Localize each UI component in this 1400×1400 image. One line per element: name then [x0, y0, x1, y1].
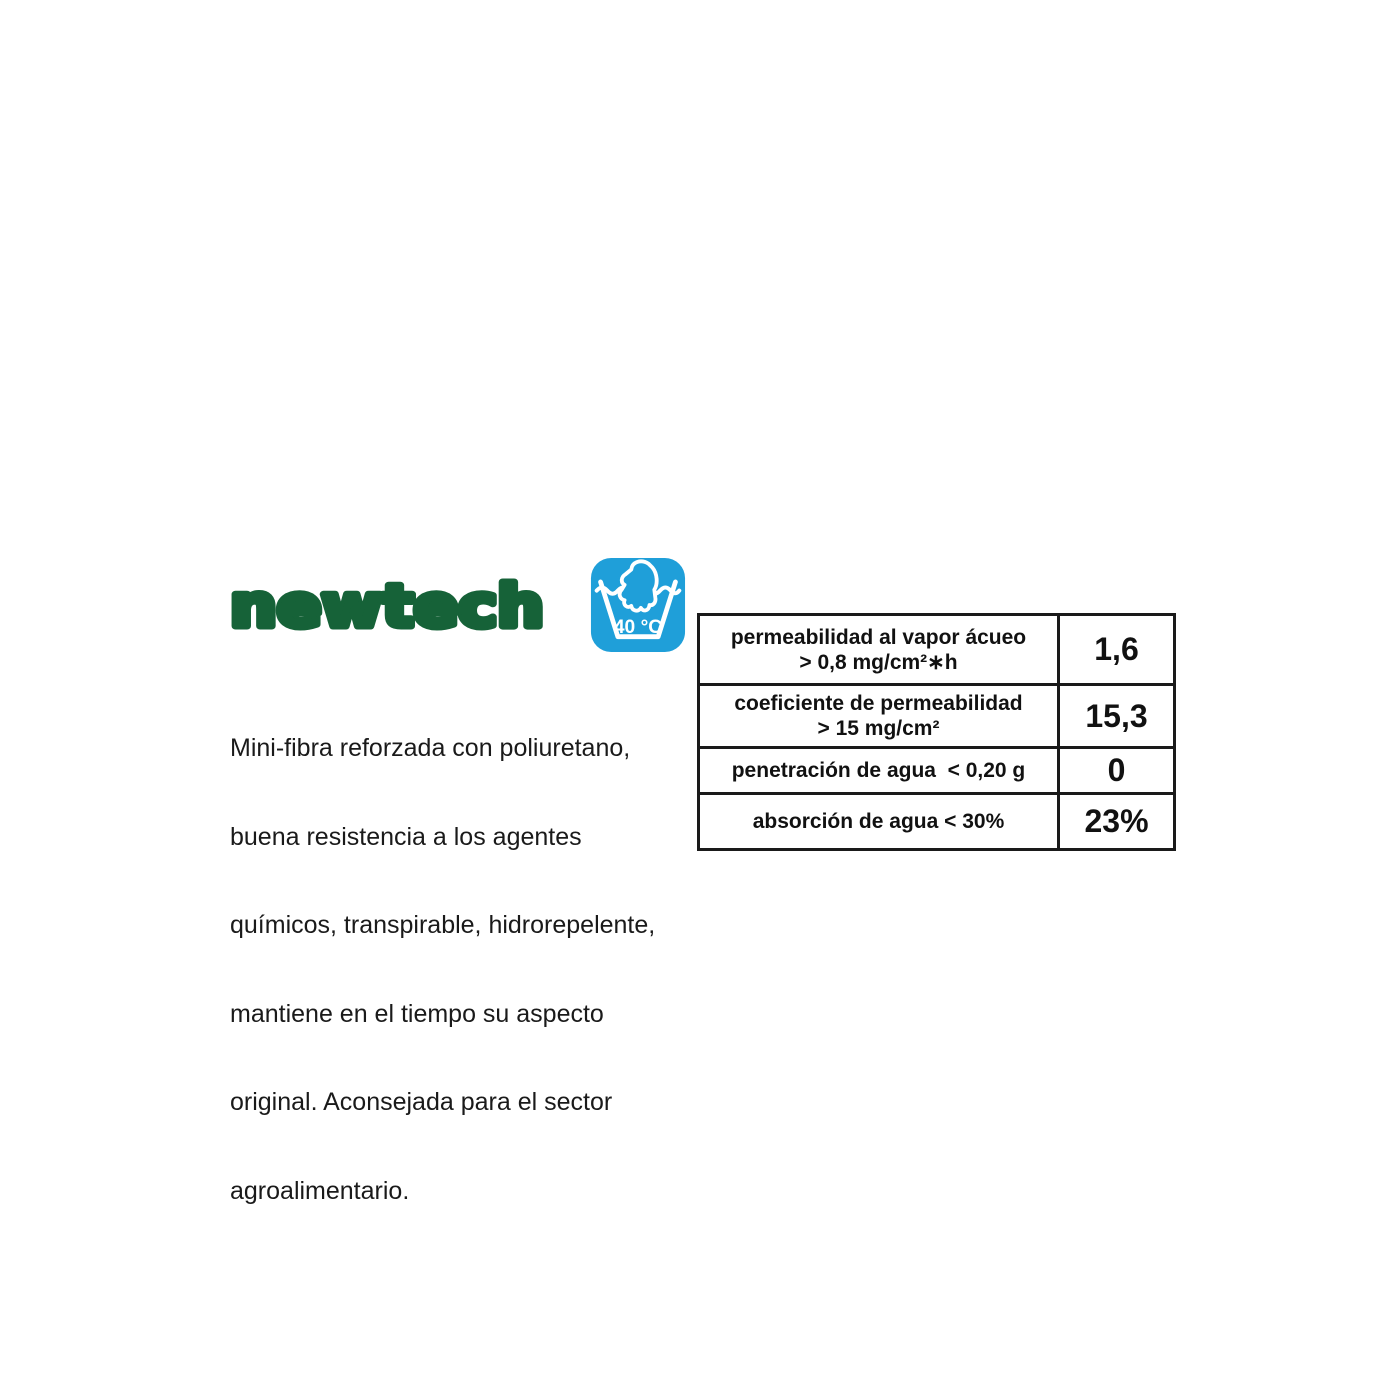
spec-table: [697, 613, 1176, 851]
description-line: mantiene en el tiempo su aspecto: [230, 999, 604, 1028]
description-line: agroalimentario.: [230, 1176, 410, 1205]
spec-value-cell: 1,6: [1059, 615, 1175, 685]
handwash-40c-icon: [590, 557, 686, 653]
description-line: Mini-fibra reforzada con poliuretano,: [230, 734, 631, 762]
spec-label-line: > 15 mg/cm²: [817, 717, 940, 740]
description-line: buena resistencia a los agentes: [230, 822, 582, 851]
newtech-logo: [228, 572, 552, 650]
description-line: original. Aconsejada para el sector: [230, 1088, 613, 1116]
spec-label-cell: [699, 685, 1059, 748]
spec-label-line: absorción de agua < 30%: [752, 810, 1005, 833]
spec-label-cell: [699, 794, 1059, 850]
spec-value-cell: 0: [1059, 748, 1175, 794]
spec-value-cell: 23%: [1059, 794, 1175, 850]
spec-label-line: penetración de agua < 0,20 g: [731, 759, 1026, 782]
table-row: [699, 748, 1175, 794]
spec-label-line: coeficiente de permeabilidad: [734, 692, 1023, 715]
spec-label-line: > 0,8 mg/cm²∗h: [799, 650, 958, 674]
spec-label-cell: [699, 748, 1059, 794]
spec-label-cell: [699, 615, 1059, 685]
wash-temperature-label: 40 °C: [613, 616, 663, 638]
spec-label-line: permeabilidad al vapor ácueo: [730, 625, 1027, 649]
table-row: [699, 615, 1175, 685]
description-line: químicos, transpirable, hidrorepelente,: [230, 911, 656, 939]
spec-value-cell: 15,3: [1059, 685, 1175, 748]
newtech-logo-text: newtech: [230, 572, 544, 640]
table-row: [699, 685, 1175, 748]
product-description: [230, 675, 690, 1265]
table-row: [699, 794, 1175, 850]
